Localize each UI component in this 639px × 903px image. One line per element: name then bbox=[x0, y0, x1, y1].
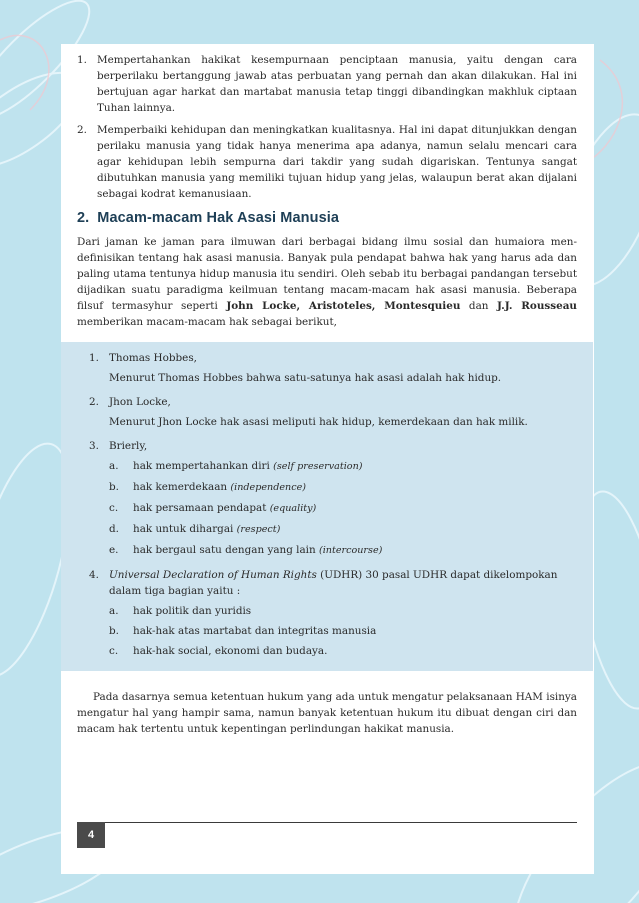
sub-item bbox=[109, 641, 577, 661]
item-description: Menurut Thomas Hobbes bahwa satu-satunya hak asasi adalah hak hidup. bbox=[109, 372, 502, 384]
sub-term: (equality) bbox=[269, 503, 317, 514]
item-number: 1. bbox=[89, 352, 99, 364]
sub-text: hak untuk dihargai bbox=[133, 523, 237, 535]
sub-list bbox=[109, 601, 577, 661]
page-number: 4 bbox=[77, 822, 105, 848]
list-item bbox=[77, 52, 577, 116]
sub-letter: a. bbox=[109, 605, 119, 617]
sub-list bbox=[109, 456, 577, 561]
footer-rule bbox=[77, 822, 577, 823]
item-description: Menurut Jhon Locke hak asasi meliputi hak hidup, kemerdekaan dan hak milik. bbox=[109, 416, 528, 428]
sub-term: (self preservation) bbox=[273, 461, 363, 472]
item-title: Brierly, bbox=[109, 440, 148, 452]
item-title: Thomas Hobbes, bbox=[109, 352, 197, 364]
rights-item bbox=[89, 565, 577, 661]
list-item-text: Mempertahankan hakikat kesempurnaan penciptaan manusia, yaitu dengan cara berperilaku bertanggung jawab atas perbuatan yang pernah dan akan dilakukan. Hal ini bertujuan agar harkat dan martabat manusia tetap tinggi dibandingkan makhluk ciptaan Tuhan lainnya. bbox=[97, 54, 577, 114]
sub-text: hak persamaan pendapat bbox=[133, 502, 270, 514]
sub-term: (respect) bbox=[236, 524, 281, 535]
sub-text: hak mempertahankan diri bbox=[133, 460, 274, 472]
sub-text: hak kemerdekaan bbox=[133, 481, 231, 493]
sub-letter: b. bbox=[109, 481, 119, 493]
sub-text: hak bergaul satu dengan yang lain bbox=[133, 544, 319, 556]
section-number: 2. bbox=[77, 210, 90, 226]
declaration-rest: (UDHR) 30 pasal UDHR dapat dikelompokan dalam tiga bagian yaitu : bbox=[109, 569, 558, 597]
sub-letter: c. bbox=[109, 645, 119, 657]
sub-text: hak politik dan yuridis bbox=[133, 605, 252, 617]
list-number: 2. bbox=[77, 124, 87, 136]
declaration-title: Universal Declaration of Human Rights bbox=[109, 569, 317, 581]
closing-paragraph: Pada dasarnya semua ketentuan hukum yang ada untuk mengatur pelaksanaan HAM isinya mengatur hal yang hampir sama, namun banyak ketentuan hukum itu dibuat dengan ciri dan macam hak tertentu untuk kepentingan perlindungan hakikat manusia. bbox=[77, 691, 577, 735]
item-number: 4. bbox=[89, 569, 99, 581]
sub-letter: a. bbox=[109, 460, 119, 472]
page-sheet bbox=[61, 44, 594, 874]
sub-item bbox=[109, 540, 577, 561]
sub-item bbox=[109, 621, 577, 641]
paragraph-text: Dari jaman ke jaman para ilmuwan dari berbagai bidang ilmu sosial dan humaiora men-definisikan tentang hak asasi manusia. Banyak pula pendapat bahwa hak yang harus ada dan paling utama tentunya hidup manusia itu sendiri. Oleh sebab itu berbagai pandangan tersebut dijadikan suatu paradigma keilmuan tentang macam-macam hak asasi manusia. Beberapa filsuf termasyhur seperti bbox=[77, 236, 577, 312]
sub-item bbox=[109, 601, 577, 621]
section-title: Macam-macam Hak Asasi Manusia bbox=[97, 210, 340, 226]
sub-text: hak-hak atas martabat dan integritas manusia bbox=[133, 625, 377, 637]
list-item bbox=[77, 122, 577, 202]
paragraph-tail: memberikan macam-macam hak sebagai berikut, bbox=[77, 316, 337, 328]
list-item-text: Memperbaiki kehidupan dan meningkatkan kualitasnya. Hal ini dapat ditunjukkan dengan perilaku manusia yang tidak hanya menerima apa adanya, namun selalu mencari cara agar kehidupan lebih sempurna dari takdir yang sudah digariskan. Tentunya sangat dibutuhkan manusia yang memiliki tujuan hidup yang jelas, walaupun berat akan dijalani sebagai kodrat kemanusiaan. bbox=[97, 124, 577, 200]
page-content bbox=[77, 52, 577, 737]
sub-item bbox=[109, 498, 577, 519]
sub-letter: d. bbox=[109, 523, 119, 535]
rights-item bbox=[89, 436, 577, 561]
section-heading bbox=[77, 210, 577, 226]
sub-item bbox=[109, 456, 577, 477]
rights-item bbox=[89, 348, 577, 388]
rights-box bbox=[61, 342, 593, 671]
sub-term: (independence) bbox=[230, 482, 306, 493]
conjunction: dan bbox=[460, 300, 497, 312]
sub-term: (intercourse) bbox=[319, 545, 383, 556]
sub-letter: e. bbox=[109, 544, 119, 556]
intro-list bbox=[77, 52, 577, 202]
sub-text: hak-hak social, ekonomi dan budaya. bbox=[133, 645, 328, 657]
philosopher-name: J.J. Rousseau bbox=[496, 300, 577, 312]
item-title: Jhon Locke, bbox=[109, 396, 171, 408]
rights-list bbox=[89, 348, 577, 661]
list-number: 1. bbox=[77, 54, 87, 66]
rights-item bbox=[89, 392, 577, 432]
item-number: 2. bbox=[89, 396, 99, 408]
sub-item bbox=[109, 519, 577, 540]
sub-letter: b. bbox=[109, 625, 119, 637]
section-paragraph bbox=[77, 234, 577, 330]
sub-letter: c. bbox=[109, 502, 119, 514]
item-title bbox=[109, 565, 577, 601]
item-number: 3. bbox=[89, 440, 99, 452]
philosopher-names: John Locke, Aristoteles, Montesquieu bbox=[226, 300, 461, 312]
sub-item bbox=[109, 477, 577, 498]
